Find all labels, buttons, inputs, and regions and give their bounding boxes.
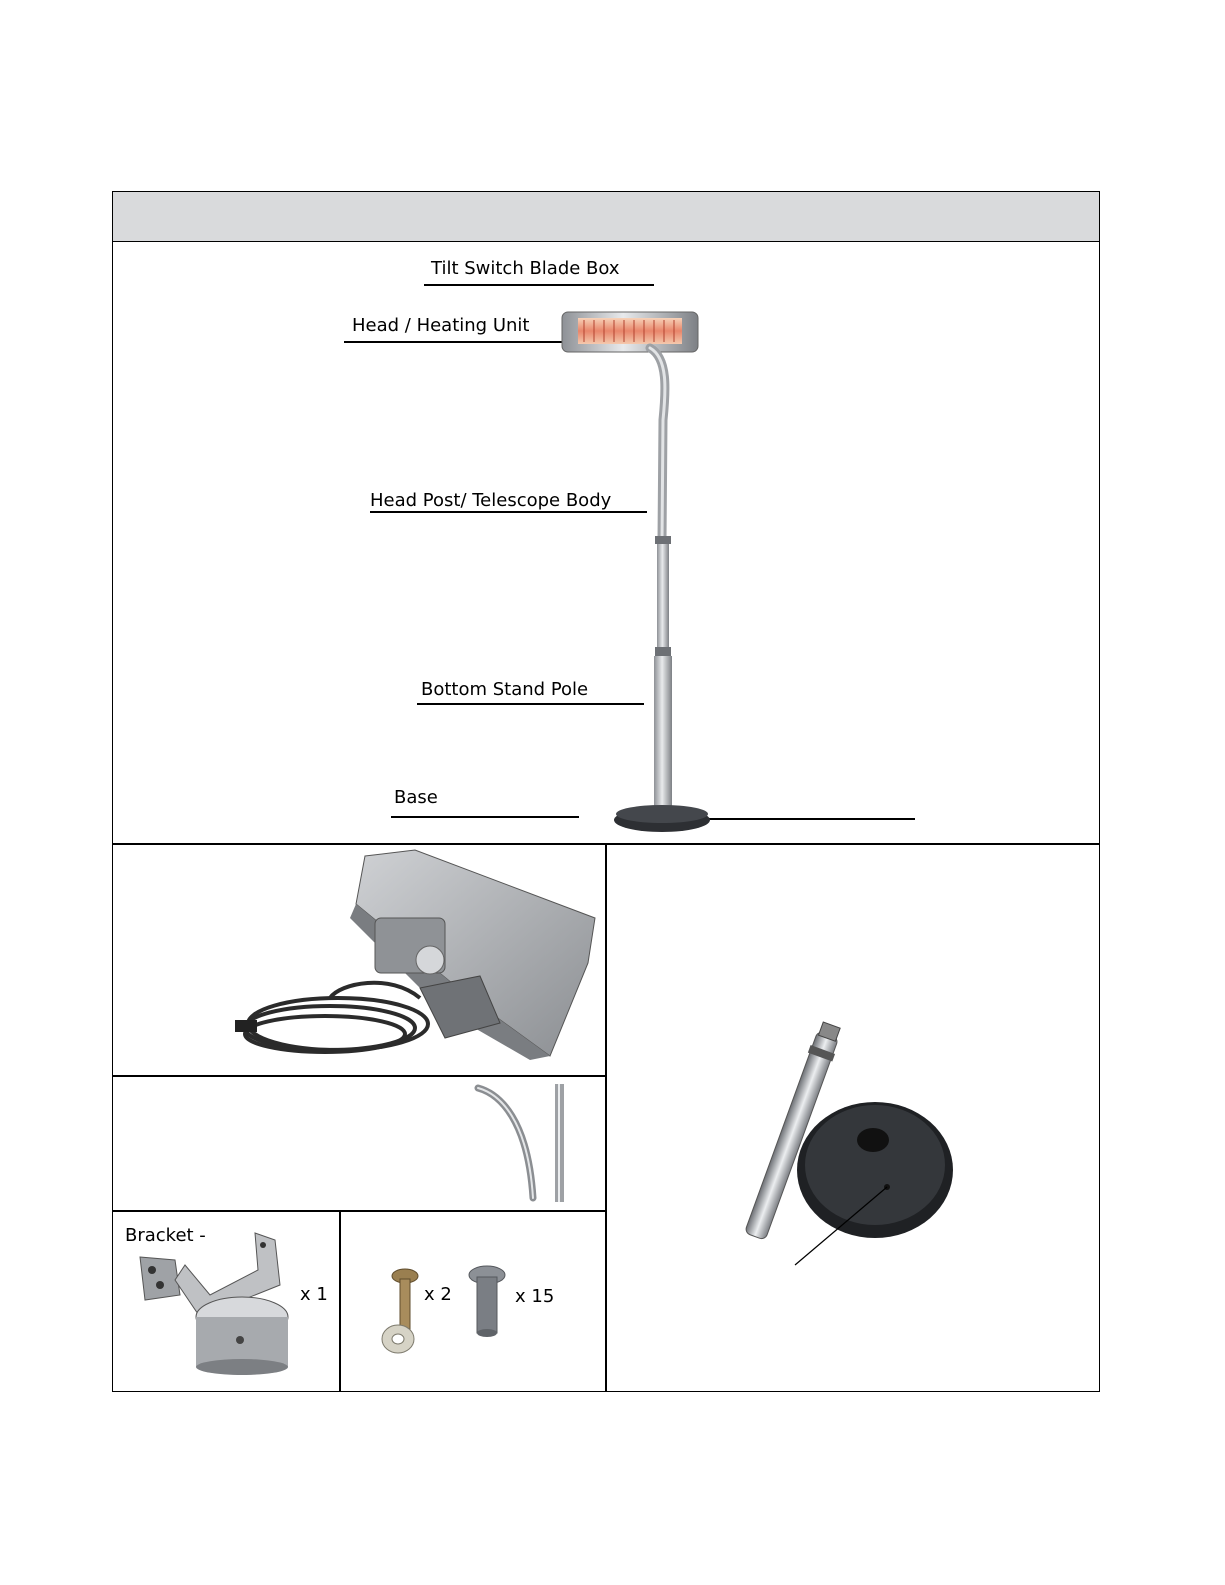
posts-illustration (470, 1080, 580, 1205)
divider-bottom-left (339, 1210, 341, 1391)
bolt-illustration (378, 1265, 423, 1360)
bracket-illustration (130, 1225, 300, 1380)
label-head-post: Head Post/ Telescope Body (370, 490, 612, 511)
heating-head-illustration (230, 848, 600, 1068)
divider-left-1 (112, 1075, 606, 1077)
bolt-qty: x 2 (424, 1284, 452, 1305)
label-base: Base (394, 787, 438, 808)
bracket-qty: x 1 (300, 1284, 328, 1305)
heater-assembly-illustration (550, 300, 730, 845)
base-and-pole-illustration (715, 1015, 965, 1275)
divider-center (605, 843, 607, 1391)
end-cap-illustration (466, 1263, 508, 1343)
bracket-label: Bracket - (125, 1225, 206, 1246)
leader-head-unit (344, 341, 566, 343)
label-tilt-switch: Tilt Switch Blade Box (431, 258, 620, 279)
label-head-unit: Head / Heating Unit (352, 315, 530, 336)
leader-tilt-switch (424, 284, 654, 286)
divider-left-2 (112, 1210, 606, 1212)
end-cap-qty: x 15 (515, 1286, 555, 1307)
label-bottom-pole: Bottom Stand Pole (421, 679, 589, 700)
header-band (113, 192, 1099, 242)
